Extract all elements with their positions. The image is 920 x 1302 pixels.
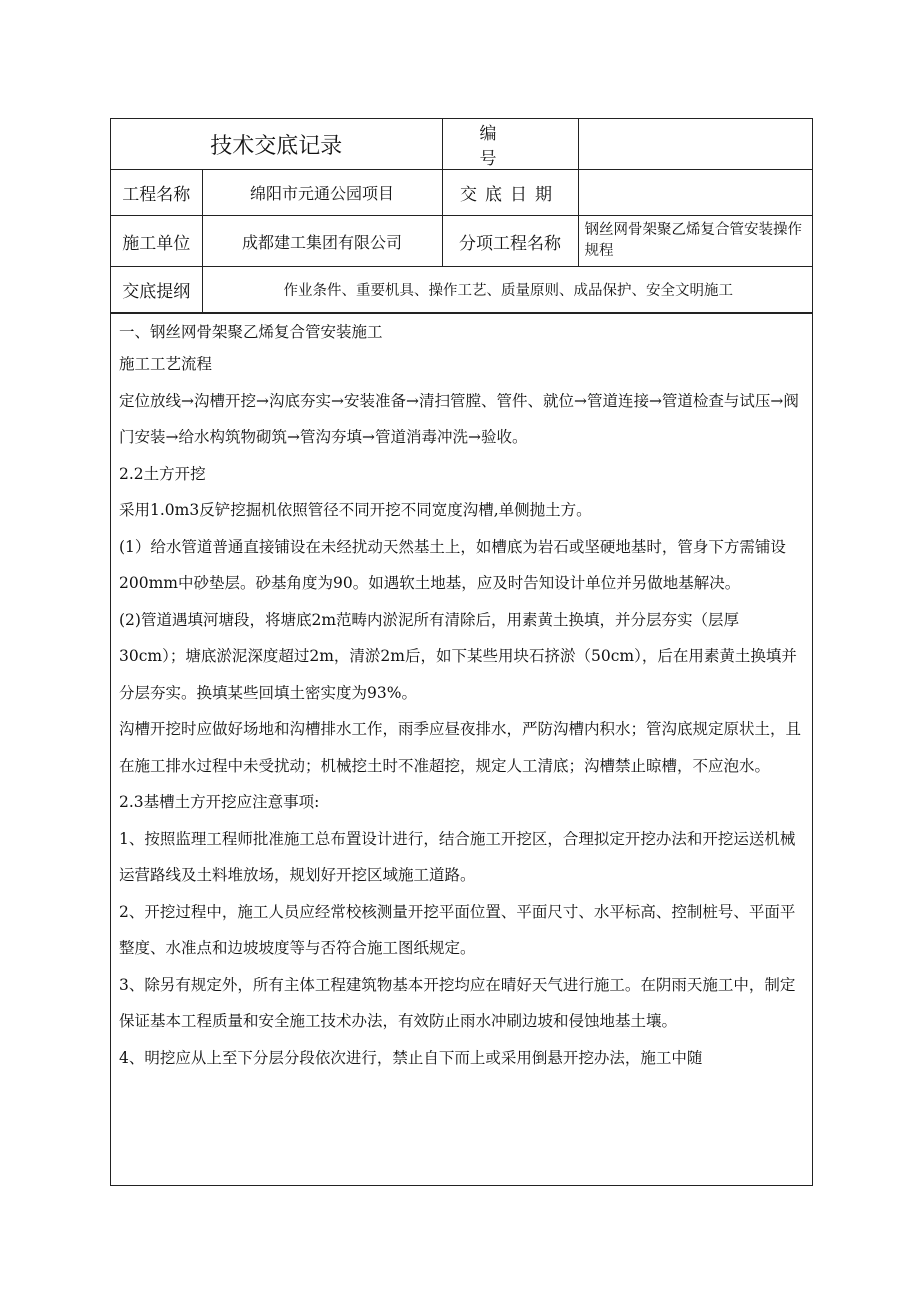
section-heading: 一、钢丝网骨架聚乙烯复合管安装施工 — [119, 323, 383, 341]
date-value[interactable] — [578, 170, 813, 216]
project-name-value: 绵阳市元通公园项目 — [202, 170, 442, 216]
paragraph: 采用1.0m3反铲挖掘机依照管径不同开挖不同宽度沟槽,单侧抛土方。 — [119, 501, 592, 519]
paragraph: 定位放线→沟槽开挖→沟底夯实→安装准备→清扫管膛、管件、就位→管道连接→管道检查与试压→阀门安装→给水构筑物砌筑→管沟夯填→管道消毒冲洗→验收。 — [119, 391, 799, 446]
subitem-value: 钢丝网骨架聚乙烯复合管安装操作规程 — [578, 216, 813, 267]
subsection-heading: 2.2土方开挖 — [119, 464, 206, 483]
paragraph: 3、除另有规定外，所有主体工程建筑物基本开挖均应在晴好天气进行施工。在阴雨天施工中，制定保证基本工程质量和安全施工技术办法，有效防止雨水冲刷边坡和侵蚀地基土壤。 — [119, 975, 796, 1030]
number-value[interactable] — [578, 119, 813, 170]
record-form — [110, 118, 813, 1186]
subitem-label: 分项工程名称 — [442, 216, 578, 267]
unit-value: 成都建工集团有限公司 — [202, 216, 442, 267]
form-title: 技术交底记录 — [111, 119, 442, 170]
project-name-label: 工程名称 — [111, 170, 202, 216]
subsection-heading: 施工工艺流程 — [119, 355, 213, 373]
paragraph: (2)管道遇填河塘段，将塘底2m范畴内淤泥所有清除后，用素黄土换填，并分层夯实（层厚30cm）；塘底淤泥深度超过2m，清淤2m后，如下某些用块石挤淤（50cm），后在用素黄土换填并分层夯实。换填某些回填土密实度为93%。 — [119, 610, 797, 702]
unit-label: 施工单位 — [111, 216, 202, 267]
date-label: 交底日期 — [442, 170, 578, 216]
outline-value: 作业条件、重要机具、操作工艺、质量原则、成品保护、安全文明施工 — [202, 267, 813, 313]
body-content — [111, 313, 812, 1076]
paragraph: 沟槽开挖时应做好场地和沟槽排水工作，雨季应昼夜排水，严防沟槽内积水；管沟底规定原状土，且在施工排水过程中未受扰动；机械挖土时不准超挖，规定人工清底；沟槽禁止晾槽，不应泡水。 — [119, 720, 802, 775]
number-label: 编 号 — [442, 119, 578, 170]
outline-label: 交底提纲 — [111, 267, 202, 313]
paragraph: 4、明挖应从上至下分层分段依次进行，禁止自下而上或采用倒悬开挖办法，施工中随 — [119, 1048, 703, 1067]
paragraph: 2、开挖过程中，施工人员应经常校核测量开挖平面位置、平面尺寸、水平标高、控制桩号、平面平整度、水准点和边坡坡度等与否符合施工图纸规定。 — [119, 902, 796, 957]
paragraph: 1、按照监理工程师批准施工总布置设计进行，结合施工开挖区，合理拟定开挖办法和开挖运送机械运营路线及土料堆放场，规划好开挖区域施工道路。 — [119, 829, 796, 884]
paragraph: (1）给水管道普通直接铺设在未经扰动天然基土上，如槽底为岩石或坚硬地基时，管身下方需铺设200mm中砂垫层。砂基角度为90。如遇软土地基，应及时告知设计单位并另做地基解决。 — [119, 537, 786, 592]
header-table — [111, 119, 813, 313]
subsection-heading: 2.3基槽土方开挖应注意事项: — [119, 793, 320, 811]
